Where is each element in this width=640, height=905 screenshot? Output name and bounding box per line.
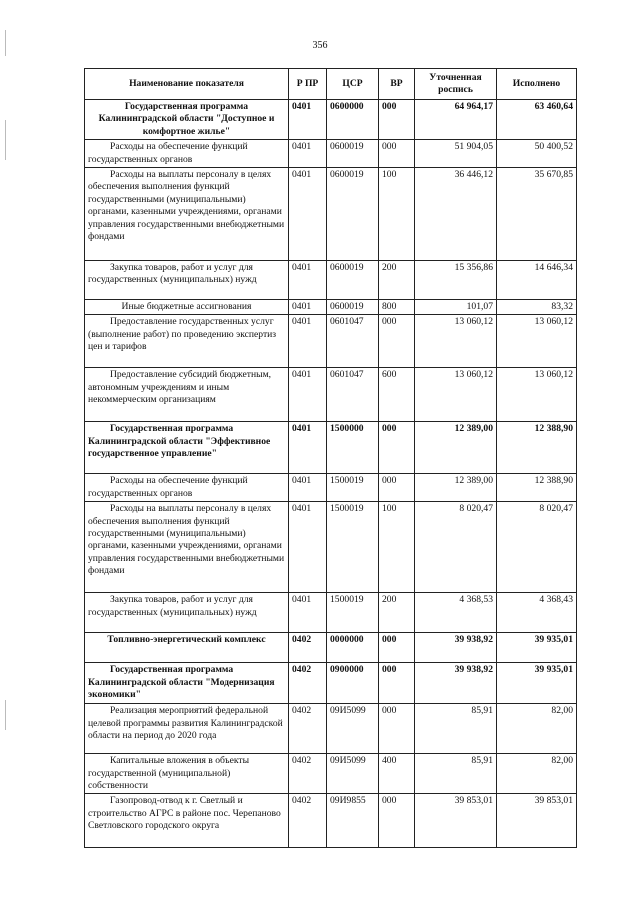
cell-csr: 09И9855 (327, 794, 379, 848)
cell-csr: 0600019 (327, 261, 379, 300)
cell-csr: 09И5099 (327, 704, 379, 754)
table-row (85, 422, 577, 474)
budget-table (84, 68, 577, 848)
cell-done: 50 400,52 (497, 140, 577, 168)
cell-csr: 1500019 (327, 593, 379, 633)
cell-name: Иные бюджетные ассигнования (85, 300, 289, 315)
cell-csr: 0600019 (327, 300, 379, 315)
cell-vr: 600 (379, 368, 415, 422)
table-header-row (85, 69, 577, 100)
header-plan: Уточненная роспись (415, 69, 497, 100)
cell-csr: 0600019 (327, 168, 379, 261)
cell-done: 63 460,64 (497, 100, 577, 140)
cell-rpr: 0401 (289, 593, 327, 633)
table-row (85, 633, 577, 663)
cell-name: Расходы на обеспечение функций государственных органов (85, 140, 289, 168)
table-row (85, 593, 577, 633)
table-row (85, 368, 577, 422)
cell-plan: 39 938,92 (415, 633, 497, 663)
cell-csr: 0900000 (327, 663, 379, 704)
cell-name: Закупка товаров, работ и услуг для государственных (муниципальных) нужд (85, 593, 289, 633)
cell-plan: 39 853,01 (415, 794, 497, 848)
cell-csr: 1500000 (327, 422, 379, 474)
table-row (85, 754, 577, 794)
cell-name: Реализация мероприятий федеральной целевой программы развития Калининградской области на период до 2020 года (85, 704, 289, 754)
cell-done: 83,32 (497, 300, 577, 315)
cell-plan: 51 904,05 (415, 140, 497, 168)
cell-rpr: 0402 (289, 663, 327, 704)
cell-plan: 85,91 (415, 704, 497, 754)
cell-csr: 0000000 (327, 633, 379, 663)
table-row (85, 794, 577, 848)
cell-rpr: 0401 (289, 502, 327, 593)
cell-done: 82,00 (497, 754, 577, 794)
cell-plan: 64 964,17 (415, 100, 497, 140)
cell-csr: 0600019 (327, 140, 379, 168)
cell-done: 39 935,01 (497, 663, 577, 704)
cell-rpr: 0401 (289, 368, 327, 422)
cell-done: 12 388,90 (497, 474, 577, 502)
cell-done: 13 060,12 (497, 368, 577, 422)
cell-name: Расходы на выплаты персоналу в целях обеспечения выполнения функций государственными (муниципальными) органами, казенными учреждениями, органами управления государственными внебюджетными фондами (85, 502, 289, 593)
cell-csr: 0601047 (327, 368, 379, 422)
cell-rpr: 0401 (289, 474, 327, 502)
header-csr: ЦСР (327, 69, 379, 100)
cell-csr: 1500019 (327, 474, 379, 502)
cell-done: 39 853,01 (497, 794, 577, 848)
header-rpr: Р ПР (289, 69, 327, 100)
cell-done: 82,00 (497, 704, 577, 754)
cell-plan: 13 060,12 (415, 315, 497, 368)
cell-vr: 000 (379, 663, 415, 704)
cell-vr: 400 (379, 754, 415, 794)
cell-plan: 15 356,86 (415, 261, 497, 300)
cell-name: Государственная программа Калининградской области "Доступное и комфортное жилье" (85, 100, 289, 140)
table-row (85, 474, 577, 502)
cell-plan: 12 389,00 (415, 422, 497, 474)
cell-name: Государственная программа Калининградской области "Модернизация экономики" (85, 663, 289, 704)
cell-rpr: 0401 (289, 140, 327, 168)
cell-csr: 09И5099 (327, 754, 379, 794)
cell-rpr: 0401 (289, 422, 327, 474)
cell-done: 14 646,34 (497, 261, 577, 300)
cell-done: 8 020,47 (497, 502, 577, 593)
cell-name: Предоставление субсидий бюджетным, автономным учреждениям и иным некоммерческим организациям (85, 368, 289, 422)
cell-csr: 1500019 (327, 502, 379, 593)
header-done: Исполнено (497, 69, 577, 100)
table-row (85, 261, 577, 300)
cell-plan: 4 368,53 (415, 593, 497, 633)
page-number: 356 (312, 40, 328, 51)
cell-rpr: 0401 (289, 168, 327, 261)
cell-name: Государственная программа Калининградской области "Эффективное государственное управление" (85, 422, 289, 474)
cell-done: 35 670,85 (497, 168, 577, 261)
cell-done: 12 388,90 (497, 422, 577, 474)
table-row (85, 315, 577, 368)
cell-name: Расходы на выплаты персоналу в целях обеспечения выполнения функций государственными (муниципальными) органами, казенными учреждениями, органами управления государственными внебюджетными фондами (85, 168, 289, 261)
cell-vr: 000 (379, 474, 415, 502)
cell-name: Газопровод-отвод к г. Светлый и строительство АГРС в районе пос. Черепаново Светловского городского округа (85, 794, 289, 848)
cell-name: Расходы на обеспечение функций государственных органов (85, 474, 289, 502)
cell-vr: 200 (379, 593, 415, 633)
header-name: Наименование показателя (85, 69, 289, 100)
cell-vr: 000 (379, 315, 415, 368)
cell-name: Топливно-энергетический комплекс (85, 633, 289, 663)
cell-vr: 000 (379, 704, 415, 754)
cell-vr: 000 (379, 422, 415, 474)
cell-vr: 000 (379, 633, 415, 663)
cell-rpr: 0402 (289, 633, 327, 663)
cell-plan: 85,91 (415, 754, 497, 794)
cell-rpr: 0402 (289, 754, 327, 794)
cell-plan: 8 020,47 (415, 502, 497, 593)
cell-vr: 200 (379, 261, 415, 300)
cell-plan: 13 060,12 (415, 368, 497, 422)
scan-artifact-mark (5, 700, 6, 730)
cell-rpr: 0401 (289, 100, 327, 140)
cell-rpr: 0401 (289, 300, 327, 315)
cell-rpr: 0402 (289, 704, 327, 754)
table-row (85, 168, 577, 261)
cell-plan: 36 446,12 (415, 168, 497, 261)
cell-done: 4 368,43 (497, 593, 577, 633)
cell-done: 39 935,01 (497, 633, 577, 663)
table-row (85, 663, 577, 704)
table-body (85, 100, 577, 848)
cell-name: Закупка товаров, работ и услуг для государственных (муниципальных) нужд (85, 261, 289, 300)
cell-plan: 12 389,00 (415, 474, 497, 502)
table-row (85, 140, 577, 168)
cell-rpr: 0402 (289, 794, 327, 848)
cell-plan: 101,07 (415, 300, 497, 315)
table-row (85, 502, 577, 593)
cell-rpr: 0401 (289, 261, 327, 300)
header-vr: ВР (379, 69, 415, 100)
table-row (85, 704, 577, 754)
cell-name: Предоставление государственных услуг (выполнение работ) по проведению экспертиз цен и тарифов (85, 315, 289, 368)
cell-name: Капитальные вложения в объекты государственной (муниципальной) собственности (85, 754, 289, 794)
cell-vr: 100 (379, 168, 415, 261)
cell-csr: 0601047 (327, 315, 379, 368)
cell-vr: 000 (379, 140, 415, 168)
cell-plan: 39 938,92 (415, 663, 497, 704)
cell-done: 13 060,12 (497, 315, 577, 368)
table-row (85, 300, 577, 315)
cell-rpr: 0401 (289, 315, 327, 368)
cell-csr: 0600000 (327, 100, 379, 140)
scan-artifact-mark (5, 120, 6, 160)
cell-vr: 000 (379, 794, 415, 848)
cell-vr: 000 (379, 100, 415, 140)
table-row (85, 100, 577, 140)
cell-vr: 100 (379, 502, 415, 593)
cell-vr: 800 (379, 300, 415, 315)
